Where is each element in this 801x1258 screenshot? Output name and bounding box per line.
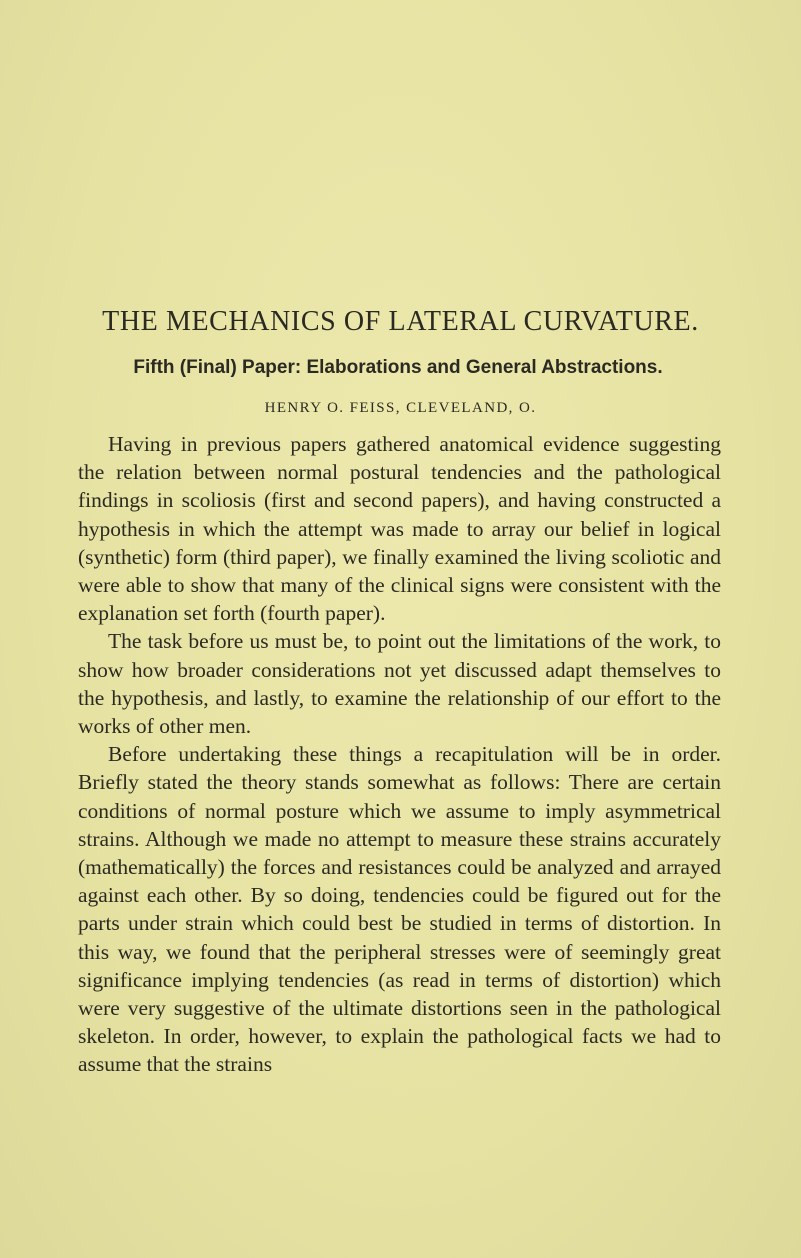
article-body xyxy=(78,430,721,1079)
paragraph: The task before us must be, to point out the limitations of the work, to show how broader considerations not yet discussed adapt themselves to the hypothesis, and lastly, to examine the relationship of our effort to the works of other men. xyxy=(78,629,721,739)
article-author: HENRY O. FEISS, CLEVELAND, O. xyxy=(264,400,537,416)
paragraph: Before undertaking these things a recapitulation will be in order. Briefly stated the theory stands somewhat as follows: There are certain conditions of normal posture which we assume to imply asymmetrical strains. Although we made no attempt to measure these strains accurately (mathematically) the forces and resistances could be analyzed and arrayed against each other. By so doing, tendencies could be figured out for the parts under strain which could best be studied in terms of distortion. In this way, we found that the peripheral stresses were of seemingly great significance implying tendencies (as read in terms of distortion) which were very suggestive of the ultimate distortions seen in the pathological skeleton. In order, however, to explain the pathological facts we had to assume that the strains xyxy=(78,742,721,1077)
article-subtitle: Fifth (Final) Paper: Elaborations and General Abstractions. xyxy=(133,357,663,378)
paragraph: Having in previous papers gathered anatomical evidence suggesting the relation between normal postural tendencies and the pathological findings in scoliosis (first and second papers), and having constructed a hypothesis in which the attempt was made to array our belief in logical (synthetic) form (third paper), we finally examined the living scoliotic and were able to show that many of the clinical signs were consistent with the explanation set forth (fourth paper). xyxy=(78,432,721,626)
article-title: THE MECHANICS OF LATERAL CURVATURE. xyxy=(102,306,699,337)
